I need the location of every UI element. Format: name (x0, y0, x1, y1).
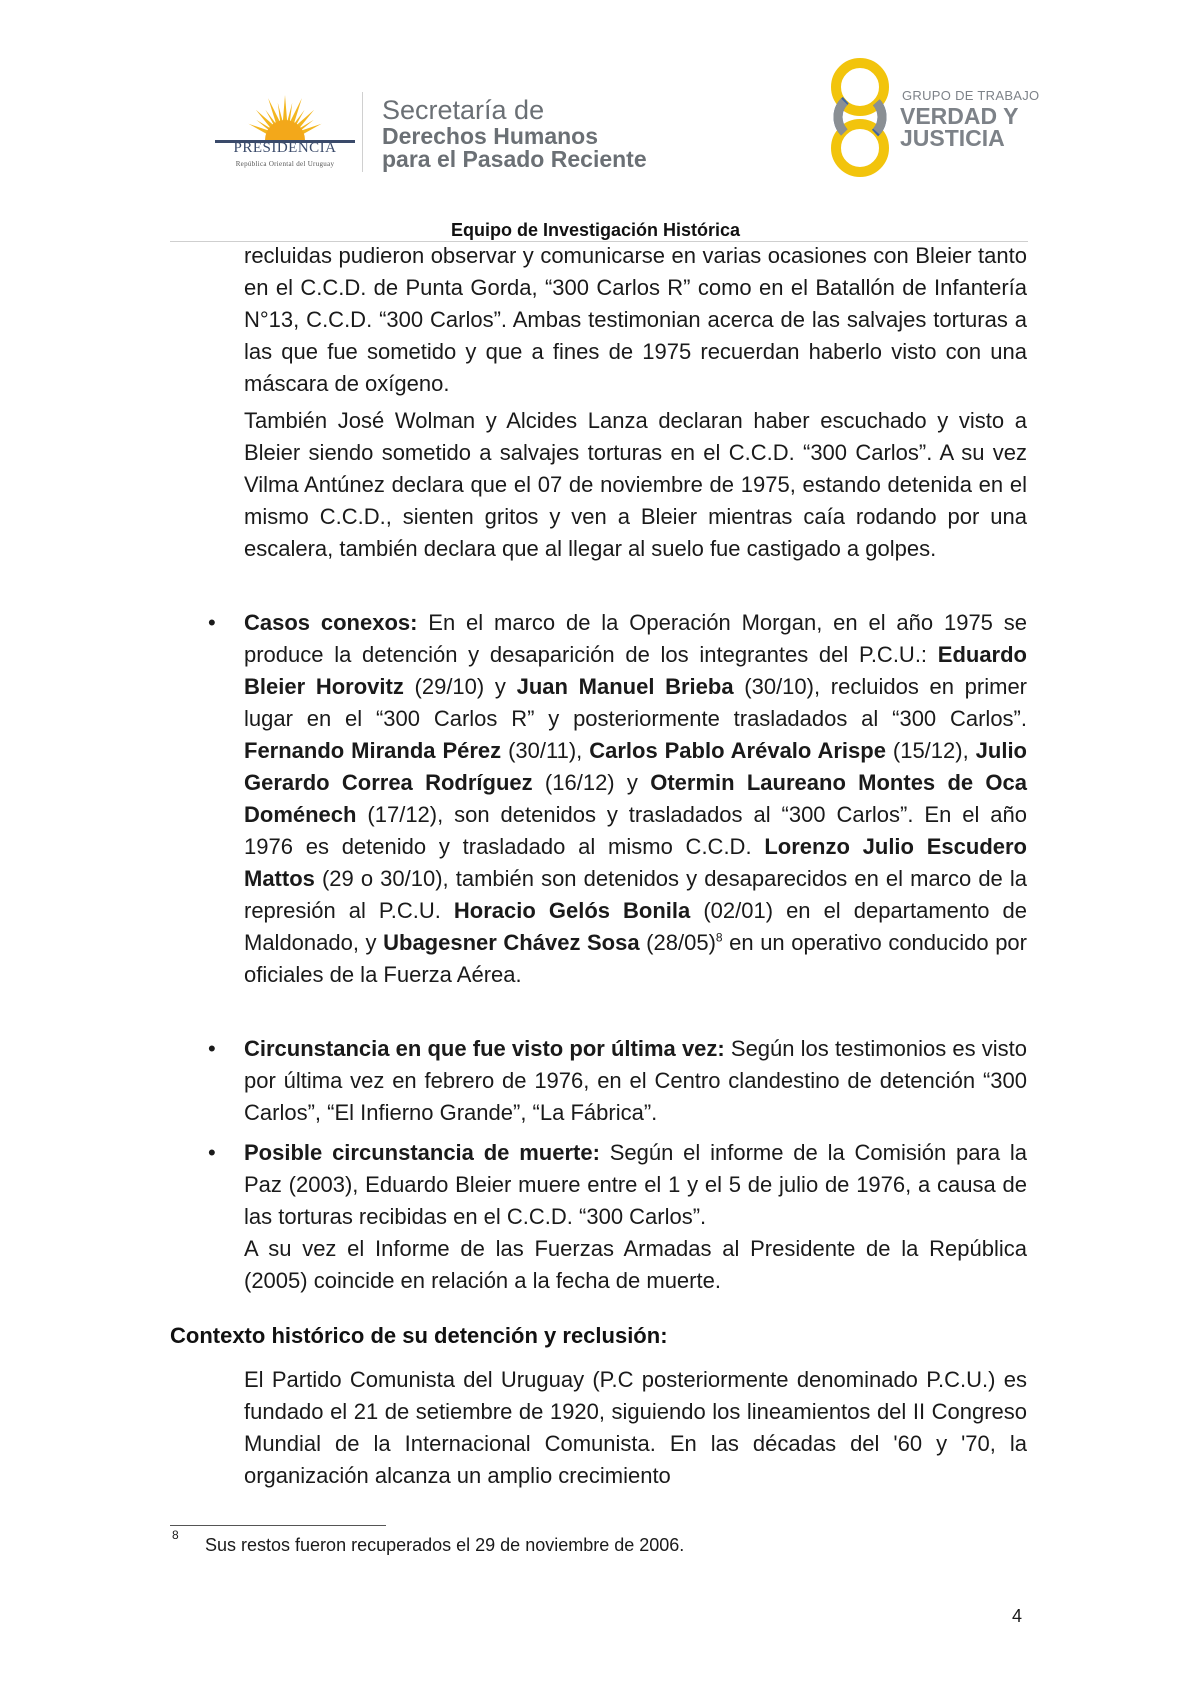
bullet-casos-conexos: Casos conexos: En el marco de la Operación Morgan, en el año 1975 se produce la detención y desaparición de los integrantes del P.C.U.: Eduardo Bleier Horovitz (29/10) y Juan Manuel Brieba (30/10), recluidos en primer lugar en el “300 Carlos R” y posteriormente trasladados al “300 Carlos”. Fernando Miranda Pérez (30/11), Carlos Pablo Arévalo Arispe (15/12), Julio Gerardo Correa Rodríguez (16/12) y Otermin Laureano Montes de Oca Doménech (17/12), son detenidos y trasladados al “300 Carlos”. En el año 1976 es detenido y trasladado al mismo C.C.D. Lorenzo Julio Escudero Mattos (29 o 30/10), también son detenidos y desaparecidos en el marco de la represión al P.C.U. Horacio Gelós Bonila (02/01) en el departamento de Maldonado, y Ubagesner Chávez Sosa $(28/05)^8$ en un operativo conducido por oficiales de la Fuerza Aérea. (244, 610, 1028, 987)
footnote-reference: 8 (715, 930, 723, 945)
paragraph-testimonies: recluidas pudieron observar y comunicarse en varias ocasiones con Bleier tanto en el C.C.D. de Punta Gorda, “300 Carlos R” como en el Batallón de Infantería N°13, C.C.D. “300 Carlos”. Ambas testimonian acerca de las salvajes torturas a las que fue sometido y que a fines de 1975 recuerdan haberlo visto con una máscara de oxígeno. (244, 243, 1027, 396)
secretaria-line-2: Derechos Humanos (382, 123, 599, 149)
team-title: Equipo de Investigación Histórica (450, 220, 741, 240)
bullet-circunstancia-muerte: Posible circunstancia de muerte: Según el informe de la Comisión para la Paz (2003), Eduardo Bleier muere entre el 1 y el 5 de julio de 1976, a causa de las torturas recibidas en el C.C.D. “300 Carlos”. (244, 1140, 1027, 1229)
presidencia-label: PRESIDENCIA (233, 140, 337, 156)
bullet-icon: • (208, 610, 216, 635)
verdad-justicia-rings-logo (820, 55, 900, 180)
page-number: 4 (1012, 1606, 1023, 1626)
bullet-ultima-vez: Circunstancia en que fue visto por última vez: Según los testimonios es visto por última vez en febrero de 1976, en el Centro clandestino de detención “300 Carlos”, “El Infierno Grande”, “La Fábrica”. (244, 1036, 1027, 1125)
presidencia-sublabel: República Oriental del Uruguay (235, 160, 335, 168)
footnote-text: Sus restos fueron recuperados el 29 de noviembre de 2006. (205, 1535, 685, 1555)
page-header (0, 0, 1191, 240)
secretaria-line-3: para el Pasado Reciente (382, 146, 647, 172)
paragraph-contexto: El Partido Comunista del Uruguay (P.C posteriormente denominado P.C.U.) es fundado el 21 de setiembre de 1920, siguiendo los lineamientos del II Congreso Mundial de la Internacional Comunista. En las décadas del '60 y '70, la organización alcanza un amplio crecimiento (244, 1367, 1027, 1488)
paragraph-informe-ffaa: A su vez el Informe de las Fuerzas Armadas al Presidente de la República (2005) coincide en relación a la fecha de muerte. (244, 1236, 1027, 1293)
verdad-label: VERDAD Y (900, 103, 1019, 129)
grupo-label: GRUPO DE TRABAJO (902, 88, 1040, 103)
justicia-label: JUSTICIA (900, 125, 1005, 151)
paragraph-wolman-lanza: También José Wolman y Alcides Lanza declaran haber escuchado y visto a Bleier siendo sometido a salvajes torturas en el C.C.D. “300 Carlos”. A su vez Vilma Antúnez declara que el 07 de noviembre de 1975, estando detenida en el mismo C.C.D., sienten gritos y ven a Bleier mientras caía rodando por una escalera, también declara que al llegar al suelo fue castigado a golpes. (244, 408, 1027, 561)
header-divider (362, 92, 363, 172)
footnote-rule (170, 1525, 386, 1526)
bullet-icon: • (208, 1140, 216, 1165)
secretaria-line-1: Secretaría de (382, 95, 545, 125)
bullet-icon: • (208, 1036, 216, 1061)
footnote-number: 8 (172, 1528, 179, 1542)
section-heading: Contexto histórico de su detención y reclusión: (170, 1323, 668, 1348)
